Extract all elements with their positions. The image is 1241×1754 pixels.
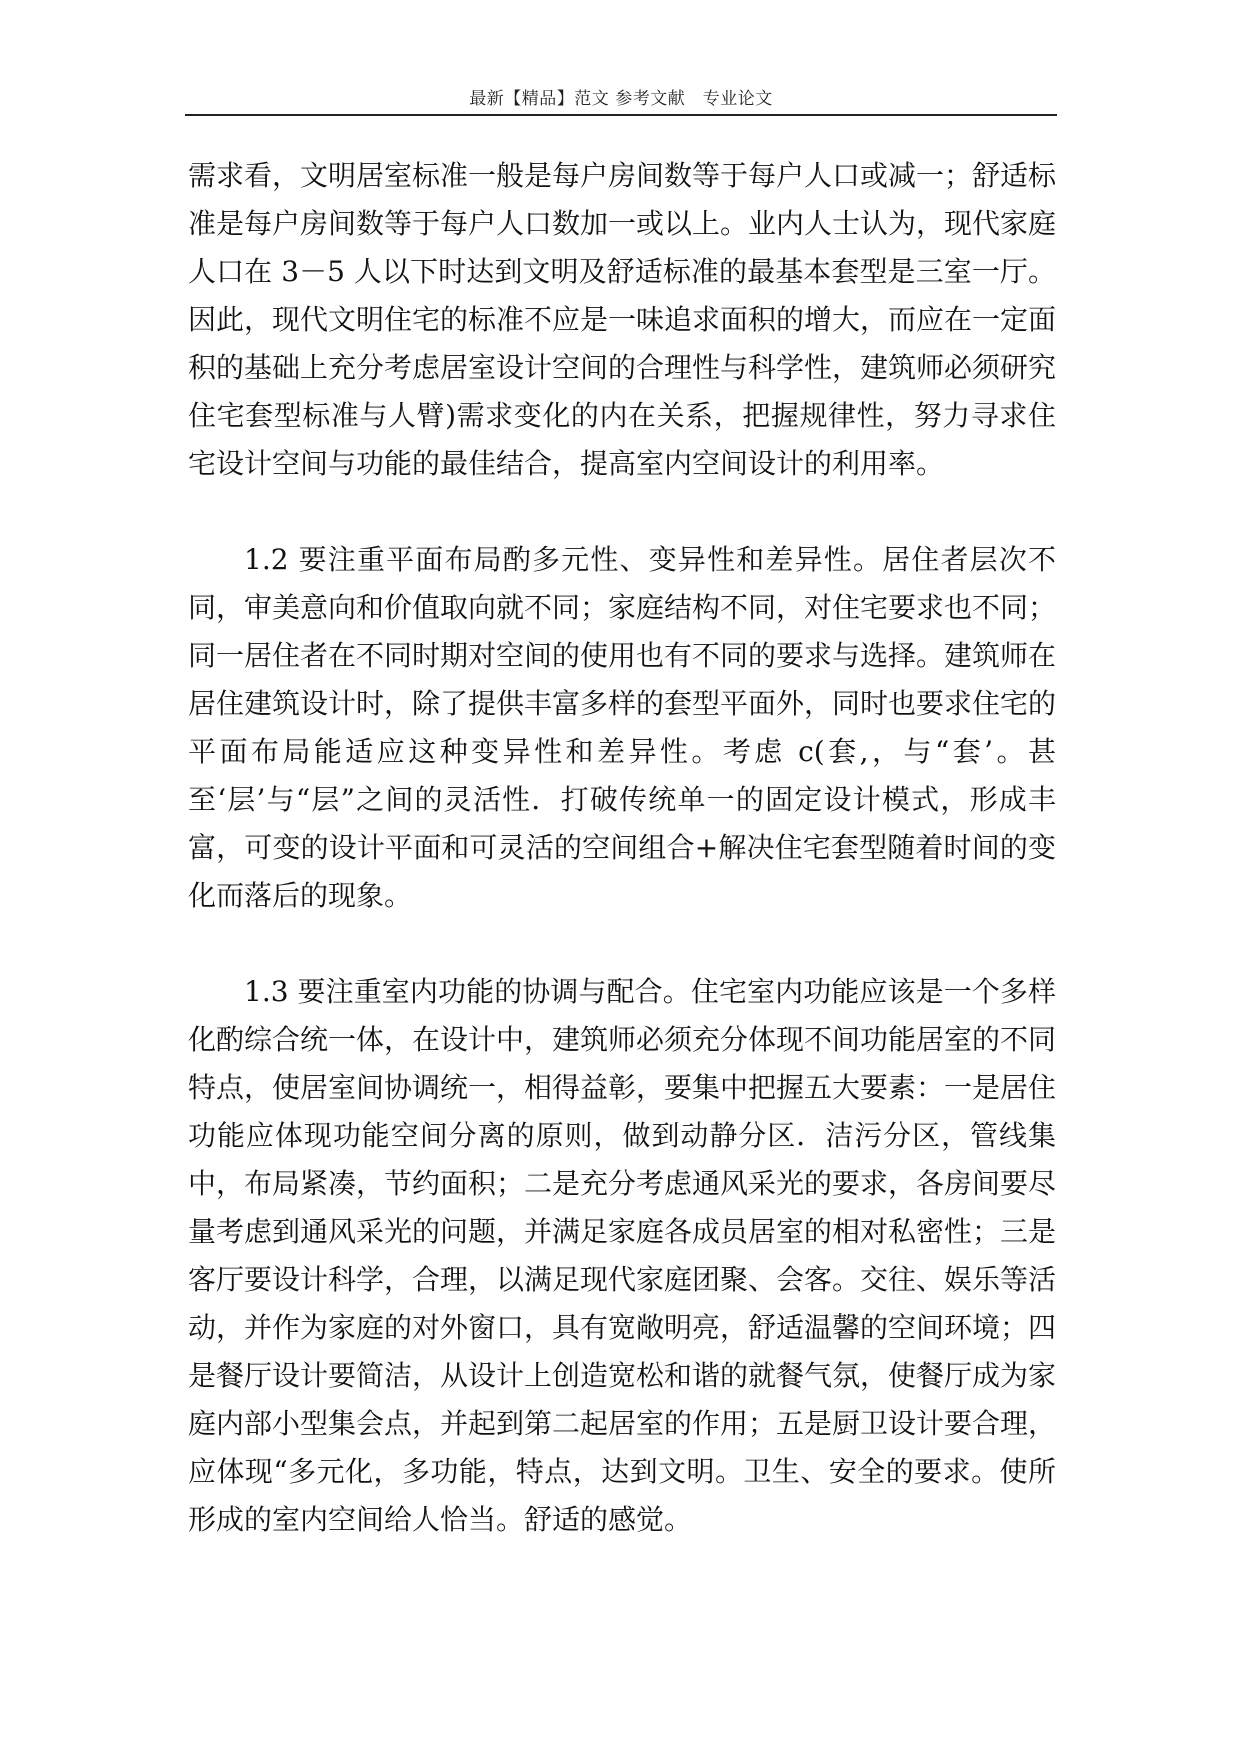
page-header: 最新【精品】范文 参考文献 专业论文 bbox=[469, 89, 773, 109]
paragraph-2: 1.2 要注重平面布局酌多元性、变异性和差异性。居住者层次不同，审美意向和价值取向就不同；家庭结构不同，对住宅要求也不同；同一居住者在不同时期对空间的使用也有不同的要求与选择。建筑师在居住建筑设计时，除了提供丰富多样的套型平面外，同时也要求住宅的平面布局能适应这种变异性和差异性。考虑 c(套,，与“套’。甚至‘层’与“层”之间的灵活性．打破传统单一的固定设计模式，形成丰富，可变的设计平面和可灵活的空间组合+解决住宅套型随着时间的变化而落后的现象。 bbox=[188, 543, 1057, 912]
body-text bbox=[188, 152, 1056, 1544]
paragraph-1: 需求看，文明居室标准一般是每户房间数等于每户人口或减一；舒适标准是每户房间数等于每户人口数加一或以上。业内人士认为，现代家庭人口在 3－5 人以下时达到文明及舒适标准的最基本套型是三室一厅。因此，现代文明住宅的标准不应是一味追求面积的增大，而应在一定面积的基础上充分考虑居室设计空间的合理性与科学性，建筑师必须研究住宅套型标准与人臂)需求变化的内在关系，把握规律性，努力寻求住宅设计空间与功能的最佳结合，提高室内空间设计的利用率。 bbox=[188, 159, 1057, 480]
paragraph-3: 1.3 要注重室内功能的协调与配合。住宅室内功能应该是一个多样化酌综合统一体，在设计中，建筑师必须充分体现不间功能居室的不同特点，使居室间协调统一，相得益彰，要集中把握五大要素：一是居住功能应体现功能空间分离的原则，做到动静分区．洁污分区，管线集中，布局紧凑，节约面积；二是充分考虑通风采光的要求，各房间要尽量考虑到通风采光的问题，并满足家庭各成员居室的相对私密性；三是客厅要设计科学，合理，以满足现代家庭团聚、会客。交往、娱乐等活动，并作为家庭的对外窗口，具有宽敞明亮，舒适温馨的空间环境；四是餐厅设计要简洁，从设计上创造宽松和谐的就餐气氛，使餐厅成为家庭内部小型集会点，并起到第二起居室的作用；五是厨卫设计要合理，应体现“多元化，多功能，特点，达到文明。卫生、安全的要求。使所形成的室内空间给人恰当。舒适的感觉。 bbox=[188, 975, 1057, 1536]
header-divider bbox=[185, 114, 1057, 116]
